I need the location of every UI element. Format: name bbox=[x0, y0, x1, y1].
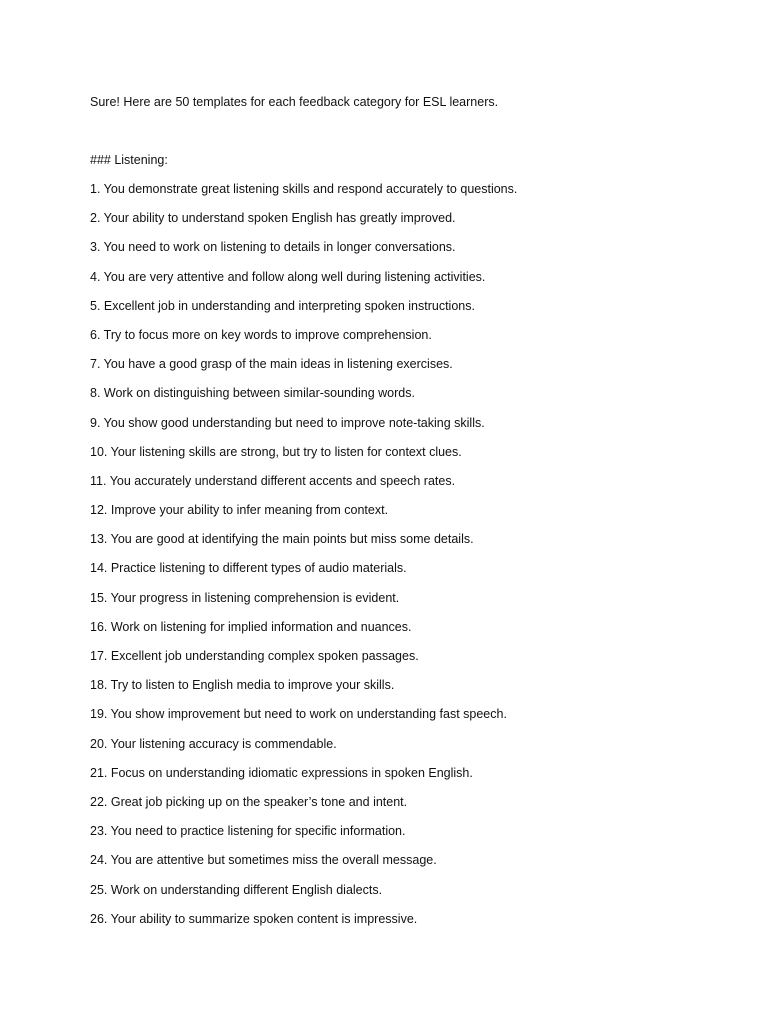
list-item: 6. Try to focus more on key words to improve comprehension. bbox=[90, 327, 432, 342]
list-item: 11. You accurately understand different accents and speech rates. bbox=[90, 473, 456, 488]
list-item: 23. You need to practice listening for specific information. bbox=[90, 824, 406, 839]
list-item: 16. Work on listening for implied information and nuances. bbox=[90, 619, 412, 634]
list-item: 18. Try to listen to English media to improve your skills. bbox=[90, 678, 395, 693]
list-item: 5. Excellent job in understanding and interpreting spoken instructions. bbox=[90, 298, 475, 313]
list-item: 2. Your ability to understand spoken English has greatly improved. bbox=[90, 211, 456, 226]
list-item: 20. Your listening accuracy is commendable. bbox=[90, 736, 337, 751]
list-item: 15. Your progress in listening comprehension is evident. bbox=[90, 590, 400, 605]
list-item: 14. Practice listening to different types of audio materials. bbox=[90, 561, 407, 576]
list-item: 17. Excellent job understanding complex spoken passages. bbox=[90, 649, 419, 663]
list-item: 12. Improve your ability to infer meaning from context. bbox=[90, 503, 389, 518]
list-item: 4. You are very attentive and follow along well during listening activities. bbox=[90, 269, 486, 284]
list-item: 10. Your listening skills are strong, but try to listen for context clues. bbox=[90, 444, 462, 459]
list-item: 22. Great job picking up on the speaker’s tone and intent. bbox=[90, 794, 408, 809]
list-item: 21. Focus on understanding idiomatic expressions in spoken English. bbox=[90, 765, 473, 780]
list-item: 8. Work on distinguishing between similar-sounding words. bbox=[90, 386, 415, 401]
list-item: 9. You show good understanding but need to improve note-taking skills. bbox=[90, 415, 485, 430]
list-item: 1. You demonstrate great listening skills and respond accurately to questions. bbox=[90, 182, 518, 196]
section-heading-listening: ### Listening: bbox=[90, 153, 168, 167]
list-item: 25. Work on understanding different English dialects. bbox=[90, 882, 383, 897]
list-item: 24. You are attentive but sometimes miss the overall message. bbox=[90, 853, 437, 868]
intro-text: Sure! Here are 50 templates for each feedback category for ESL learners. bbox=[90, 95, 499, 109]
document-page bbox=[90, 94, 730, 940]
list-item: 13. You are good at identifying the main points but miss some details. bbox=[90, 532, 474, 547]
feedback-list bbox=[90, 181, 730, 927]
list-item: 3. You need to work on listening to details in longer conversations. bbox=[90, 240, 456, 255]
list-item: 26. Your ability to summarize spoken content is impressive. bbox=[90, 911, 418, 926]
list-item: 19. You show improvement but need to work on understanding fast speech. bbox=[90, 707, 507, 722]
list-item: 7. You have a good grasp of the main ideas in listening exercises. bbox=[90, 357, 453, 372]
